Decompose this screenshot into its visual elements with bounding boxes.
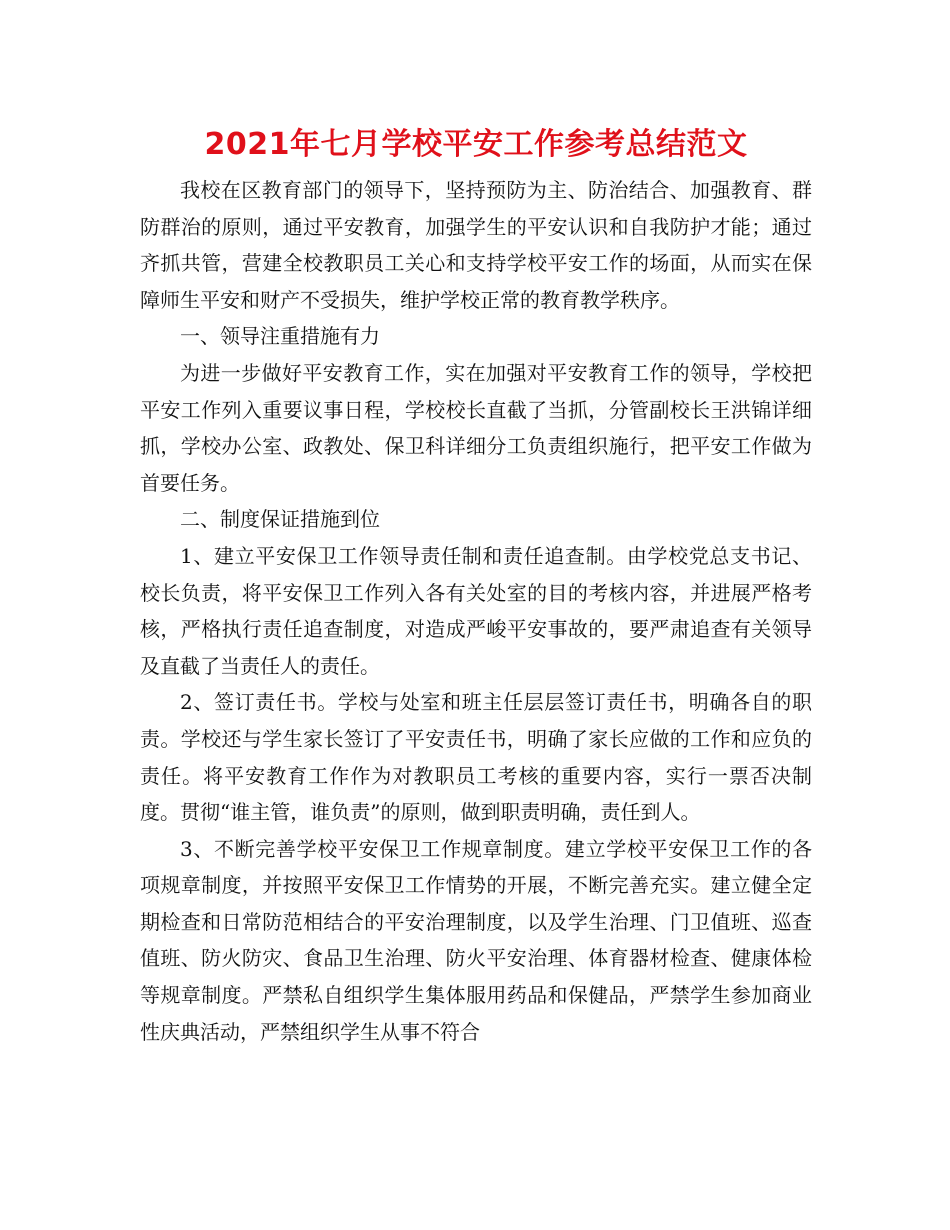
paragraph-item-1: 1、建立平安保卫工作领导责任制和责任追查制。由学校党总支书记、校长负责，将平安保卫工作列入各有关处室的目的考核内容，并进展严格考核，严格执行责任追查制度，对造成严峻平安事故的，要严肃追查有关领导及直截了当责任人的责任。 — [140, 543, 812, 678]
paragraph-item-2: 2、签订责任书。学校与处室和班主任层层签订责任书，明确各自的职责。学校还与学生家长签订了平安责任书，明确了家长应做的工作和应负的责任。将平安教育工作作为对教职员工考核的重要内容，实行一票否决制度。贯彻“谁主管，谁负责”的原则，做到职责明确，责任到人。 — [140, 690, 812, 825]
document-body — [140, 172, 812, 1050]
paragraph-intro: 我校在区教育部门的领导下，坚持预防为主、防治结合、加强教育、群防群治的原则，通过平安教育，加强学生的平安认识和自我防护才能；通过齐抓共管，营建全校教职员工关心和支持学校平安工作的场面，从而实在保障师生平安和财产不受损失，维护学校正常的教育教学秩序。 — [140, 178, 812, 312]
section-heading-1: 一、领导注重措施有力 — [180, 324, 380, 349]
paragraph-item-3: 3、不断完善学校平安保卫工作规章制度。建立学校平安保卫工作的各项规章制度，并按照平安保卫工作情势的开展，不断完善充实。建立健全定期检查和日常防范相结合的平安治理制度，以及学生治理、门卫值班、巡查值班、防火防灾、食品卫生治理、防火平安治理、体育器材检查、健康体检等规章制度。严禁私自组织学生集体服用药品和保健品，严禁学生参加商业性庆典活动，严禁组织学生从事不符合 — [140, 836, 812, 1044]
paragraph-leadership: 为进一步做好平安教育工作，实在加强对平安教育工作的领导，学校把平安工作列入重要议事日程，学校校长直截了当抓，分管副校长王洪锦详细抓，学校办公室、政教处、保卫科详细分工负责组织施行，把平安工作做为首要任务。 — [140, 360, 812, 495]
section-heading-2: 二、制度保证措施到位 — [180, 507, 380, 532]
document-title: 2021年七月学校平安工作参考总结范文 — [204, 127, 748, 162]
